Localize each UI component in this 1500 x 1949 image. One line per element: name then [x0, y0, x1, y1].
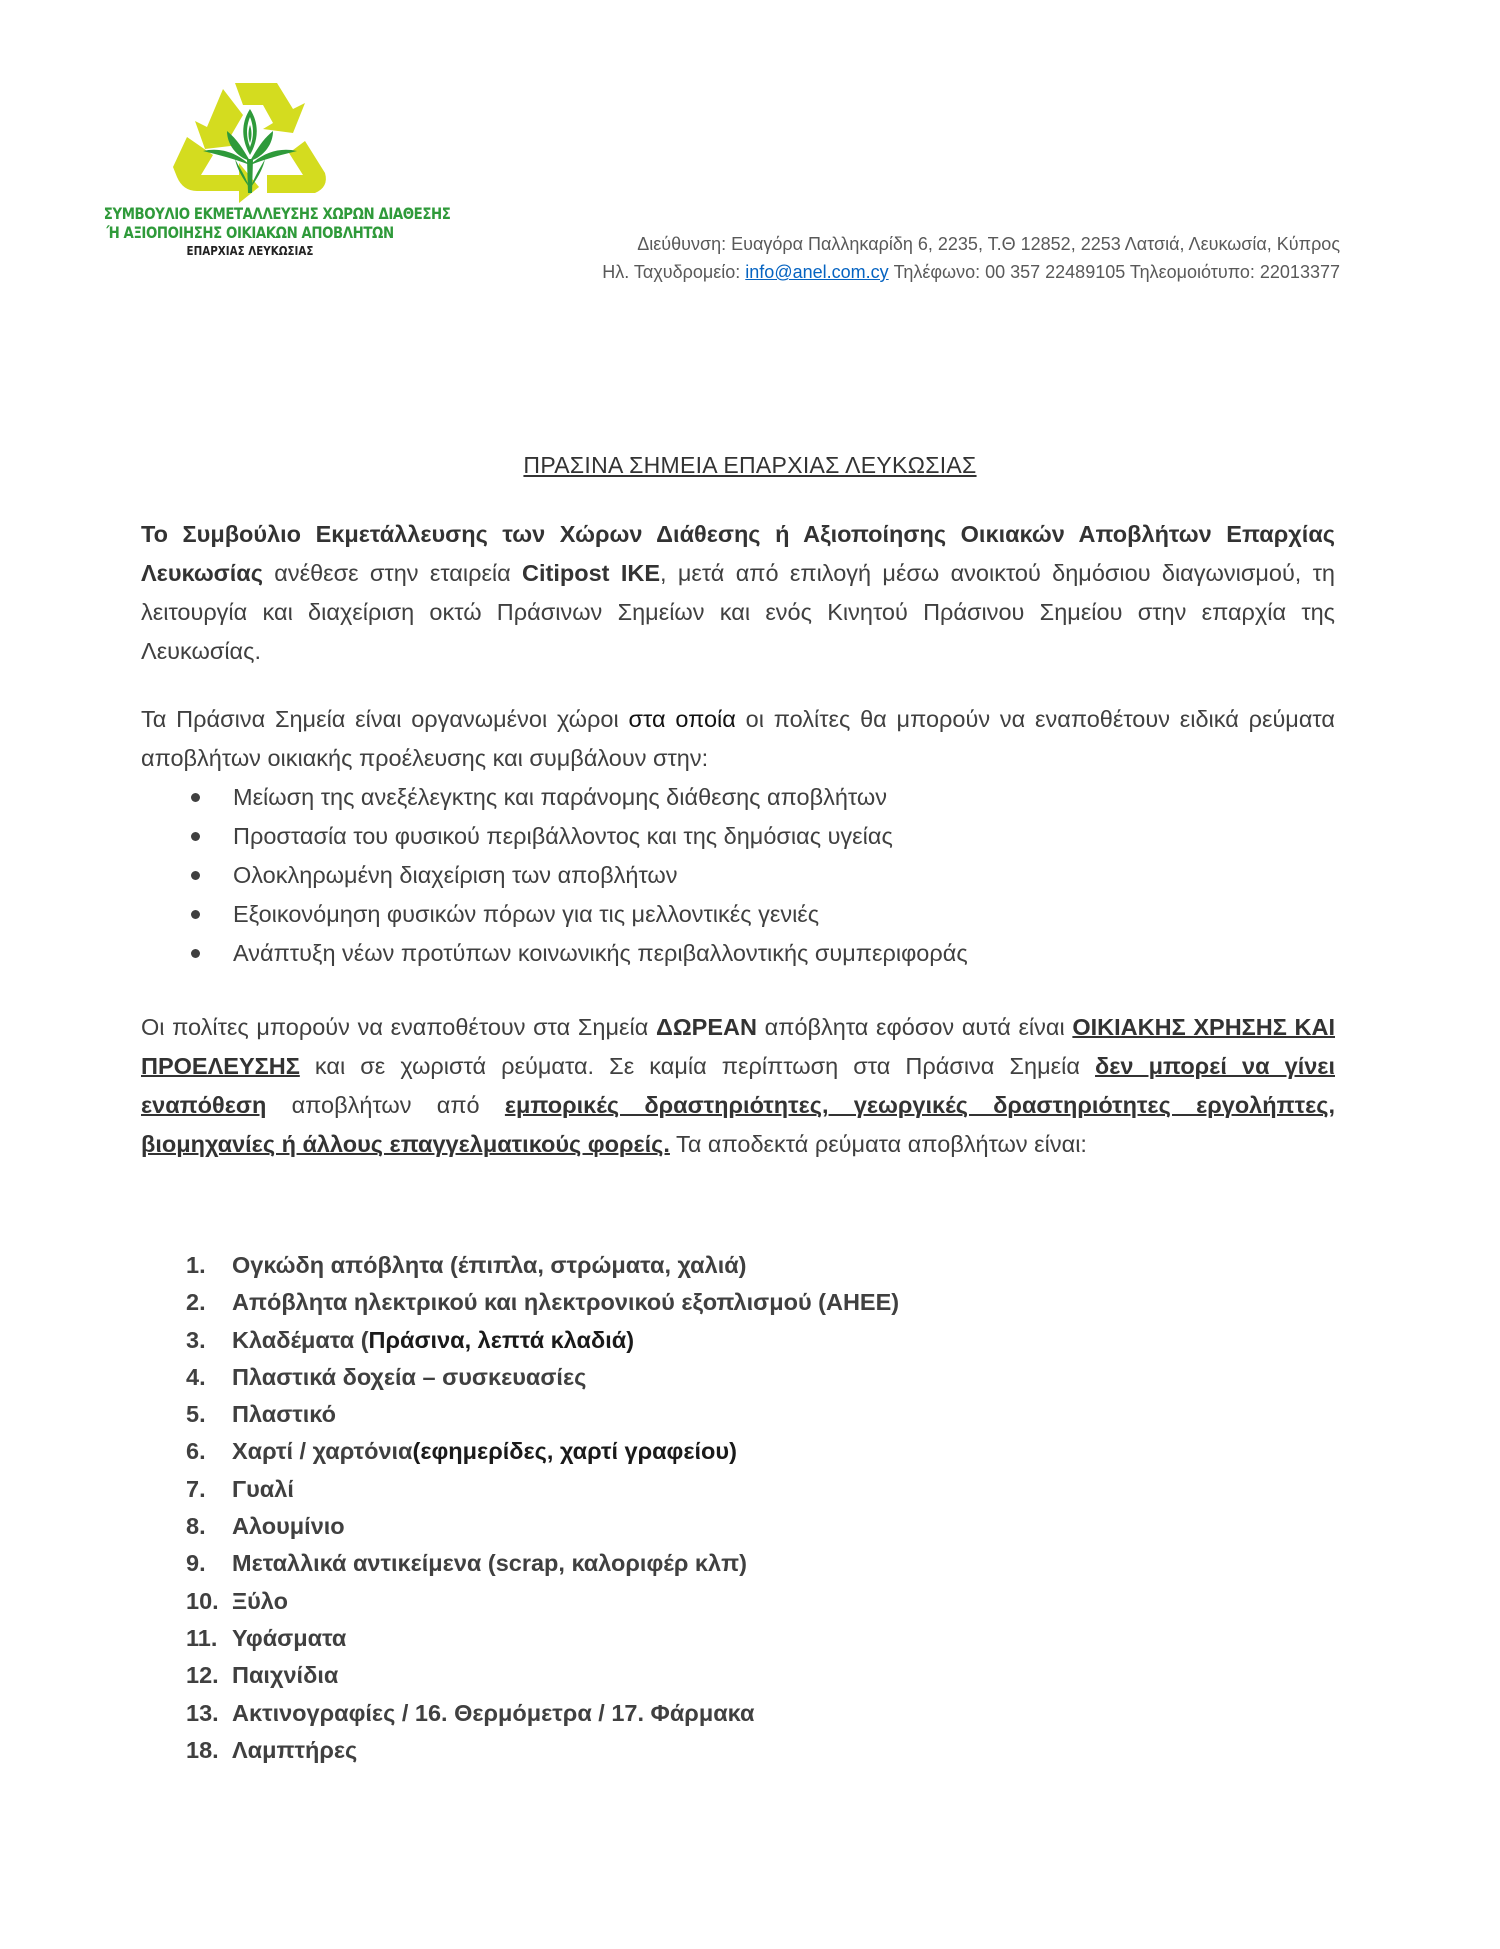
item-number: 7.: [186, 1475, 206, 1502]
description-text: Τα Πράσινα Σημεία είναι οργανωμένοι χώροι: [141, 706, 629, 732]
green-points-description: [141, 700, 1335, 778]
item-text: Αλουμίνιο: [232, 1513, 345, 1540]
item-text: Κλαδέματα (: [232, 1326, 369, 1353]
email-label: Ηλ. Ταχυδρομείο:: [602, 262, 746, 282]
rules-paragraph: [141, 1008, 1335, 1164]
organization-name-line1: ΣΥΜΒΟΥΛΙΟ ΕΚΜΕΤΑΛΛΕΥΣΗΣ ΧΩΡΩΝ ΔΙΑΘΕΣΗΣ: [103, 205, 451, 223]
list-item: [186, 1545, 899, 1582]
excluded-sources-emphasis: εμπορικές δραστηριότητες, γεωργικές δραστηριότητες εργολήπτες, βιομηχανίες ή άλλους επαγγελματικούς φορείς.: [141, 1092, 1335, 1157]
company-name: Citipost ΙΚΕ: [522, 560, 660, 586]
item-text: Πλαστικό: [232, 1401, 336, 1428]
item-number: 10.: [186, 1587, 219, 1614]
item-text: Πλαστικά δοχεία – συσκευασίες: [232, 1363, 587, 1390]
description-text-rest: οι πολίτες θα μπορούν να εναποθέτουν ειδικά ρεύματα αποβλήτων οικιακής προέλευσης και συμβάλουν στην:: [141, 706, 1335, 771]
email-link[interactable]: info@anel.com.cy: [745, 262, 889, 282]
accepted-waste-list: [186, 1247, 899, 1769]
list-item: [186, 1284, 899, 1321]
item-text: Χαρτί / χαρτόνια: [232, 1438, 413, 1465]
item-text: Απόβλητα ηλεκτρικού και ηλεκτρονικού εξοπλισμού (ΑΗΕΕ): [232, 1289, 900, 1316]
item-text: Ογκώδη απόβλητα (έπιπλα, στρώματα, χαλιά): [232, 1252, 747, 1278]
item-number: 3.: [186, 1326, 206, 1353]
council-name: Το Συμβούλιο Εκμετάλλευσης των Χώρων Διάθεσης ή Αξιοποίησης Οικιακών Αποβλήτων Επαρχίας Λευκωσίας: [141, 521, 1335, 586]
list-item: Ανάπτυξη νέων προτύπων κοινωνικής περιβαλλοντικής συμπεριφοράς: [141, 934, 1335, 973]
item-text: Μεταλλικά αντικείμενα (scrap, καλοριφέρ κλπ): [232, 1550, 747, 1577]
rules-text: απόβλητα εφόσον αυτά είναι: [756, 1014, 1073, 1040]
item-number: 12.: [186, 1662, 219, 1689]
item-detail: (εφημερίδες, χαρτί γραφείου): [412, 1438, 737, 1465]
phone-fax: Τηλέφωνο: 00 357 22489105 Τηλεομοιότυπο: 22013377: [888, 262, 1340, 282]
list-item: Προστασία του φυσικού περιβάλλοντος και της δημόσιας υγείας: [141, 817, 1335, 856]
list-item: [186, 1359, 899, 1396]
organization-district: ΕΠΑΡΧΙΑΣ ΛΕΥΚΩΣΙΑΣ: [186, 244, 314, 258]
contact-info: [602, 230, 1340, 286]
list-item: [186, 1508, 899, 1545]
list-item: [186, 1620, 899, 1657]
item-detail: Πράσινα, λεπτά κλαδιά): [368, 1326, 635, 1353]
item-text: Ακτινογραφίες / 16. Θερμόμετρα / 17. Φάρμακα: [232, 1699, 755, 1726]
list-item: [186, 1583, 899, 1620]
intro-text-rest: , μετά από επιλογή μέσω ανοικτού δημόσιου διαγωνισμού, τη λειτουργία και διαχείριση οκτώ Πράσινων Σημείων και ενός Κινητού Πράσινου Σημείου στην επαρχία της Λευκωσίας.: [141, 560, 1335, 664]
rules-text: και σε χωριστά ρεύματα. Σε καμία περίπτωση στα Πράσινα Σημεία: [299, 1053, 1096, 1079]
list-item: [186, 1433, 899, 1470]
rules-text: Τα αποδεκτά ρεύματα αποβλήτων είναι:: [669, 1131, 1087, 1157]
description-emphasis: στα οποία: [628, 706, 736, 732]
benefits-list: [141, 778, 1335, 973]
list-item: [186, 1695, 899, 1732]
item-number: 2.: [186, 1289, 206, 1316]
rules-text: Οι πολίτες μπορούν να εναποθέτουν στα Σημεία: [141, 1014, 656, 1040]
green-points-paragraph: [141, 700, 1335, 973]
item-number: 5.: [186, 1401, 206, 1428]
item-number: 18.: [186, 1736, 219, 1763]
item-number: 11.: [186, 1624, 218, 1651]
list-item: [186, 1396, 899, 1433]
list-item: [186, 1732, 899, 1769]
list-item: Ολοκληρωμένη διαχείριση των αποβλήτων: [141, 856, 1335, 895]
contact-line: [602, 258, 1340, 286]
item-number: 13.: [186, 1699, 219, 1726]
free-emphasis: ΔΩΡΕΑΝ: [655, 1014, 757, 1040]
item-number: 1.: [186, 1252, 206, 1278]
organization-name-line2: Ή ΑΞΙΟΠΟΙΗΣΗΣ ΟΙΚΙΑΚΩΝ ΑΠΟΒΛΗΤΩΝ: [106, 224, 394, 242]
list-item: [186, 1247, 899, 1284]
item-text: Ξύλο: [232, 1587, 288, 1614]
list-item: [186, 1657, 899, 1694]
recycle-leaf-icon: [165, 75, 335, 205]
item-number: 6.: [186, 1438, 206, 1465]
intro-paragraph: [141, 515, 1335, 671]
item-number: 8.: [186, 1513, 206, 1540]
household-emphasis: ΟΙΚΙΑΚΗΣ ΧΡΗΣΗΣ ΚΑΙ ΠΡΟΕΛΕΥΣΗΣ: [141, 1014, 1335, 1079]
item-text: Υφάσματα: [232, 1624, 347, 1651]
organization-logo: [80, 75, 451, 259]
list-item: Μείωση της ανεξέλεγκτης και παράνομης διάθεσης αποβλήτων: [141, 778, 1335, 817]
list-item: [186, 1471, 899, 1508]
list-item: [186, 1322, 899, 1359]
item-text: Παιχνίδια: [232, 1662, 339, 1689]
item-number: 9.: [186, 1550, 206, 1577]
list-item: Εξοικονόμηση φυσικών πόρων για τις μελλοντικές γενιές: [141, 895, 1335, 934]
page-title: ΠΡΑΣΙΝΑ ΣΗΜΕΙΑ ΕΠΑΡΧΙΑΣ ΛΕΥΚΩΣΙΑΣ: [523, 452, 977, 478]
item-text: Γυαλί: [232, 1475, 294, 1502]
prohibition-emphasis: δεν μπορεί να γίνει εναπόθεση: [141, 1053, 1335, 1118]
item-text: Λαμπτήρες: [232, 1736, 358, 1763]
item-number: 4.: [186, 1363, 206, 1390]
address-line: Διεύθυνση: Ευαγόρα Παλληκαρίδη 6, 2235, Τ.Θ 12852, 2253 Λατσιά, Λευκωσία, Κύπρος: [637, 234, 1340, 254]
intro-text: ανέθεσε στην εταιρεία: [262, 560, 523, 586]
rules-text: αποβλήτων από: [266, 1092, 505, 1118]
